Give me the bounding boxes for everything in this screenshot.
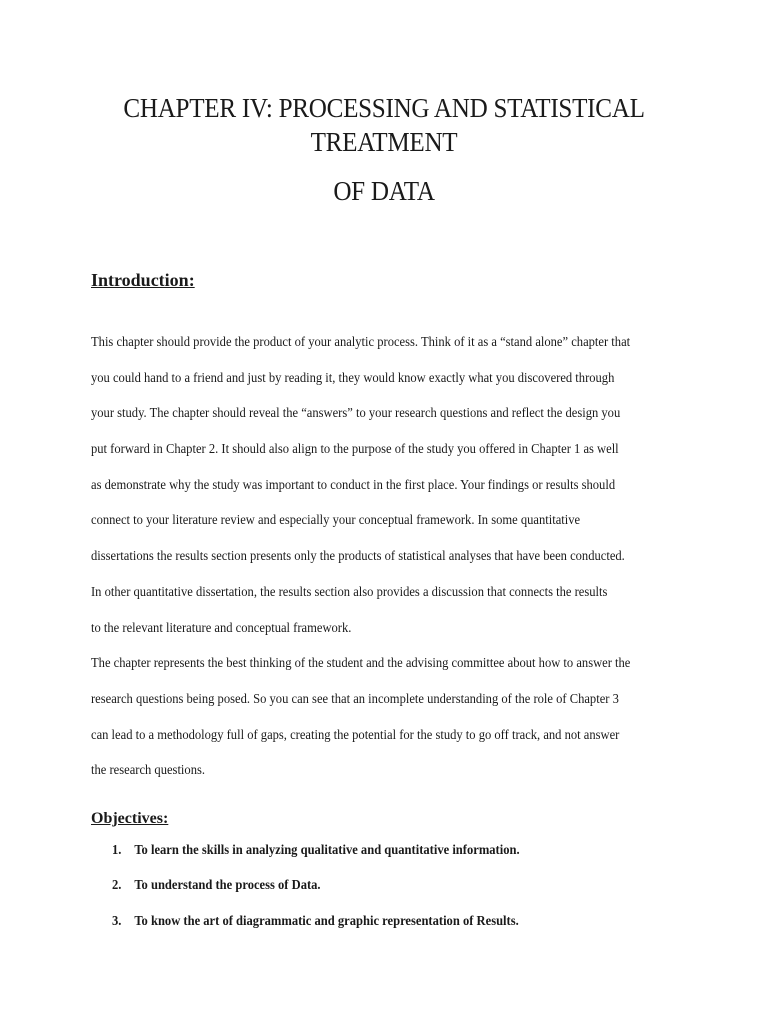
objective-number: 1. [112,842,122,857]
chapter-title-line-2: TREATMENT [310,127,458,157]
intro-paragraph-line: This chapter should provide the product of your analytic process. Think of it as a “stand alone” chapter that [91,334,631,349]
introduction-heading: Introduction: [91,270,195,290]
intro-paragraph-line: can lead to a methodology full of gaps, creating the potential for the study to go off track, and not answer [91,727,620,742]
chapter-title-line-1: CHAPTER IV: PROCESSING AND STATISTICAL [123,93,645,123]
intro-paragraph-line: you could hand to a friend and just by reading it, they would know exactly what you discovered through [91,370,615,385]
objective-number: 2. [112,877,122,892]
objective-text: To know the art of diagrammatic and graphic representation of Results. [134,913,519,928]
objective-text: To understand the process of Data. [134,877,321,892]
intro-paragraph-line: connect to your literature review and especially your conceptual framework. In some quantitative [91,512,581,527]
intro-paragraph-line: the research questions. [91,762,206,777]
objective-item [112,877,321,893]
intro-paragraph-line: to the relevant literature and conceptual framework. [91,620,352,635]
intro-paragraph-line: In other quantitative dissertation, the results section also provides a discussion that connects the results [91,584,608,599]
intro-paragraph-line: put forward in Chapter 2. It should also align to the purpose of the study you offered in Chapter 1 as well [91,441,619,456]
objective-text: To learn the skills in analyzing qualitative and quantitative information. [134,842,520,857]
intro-paragraph-line: your study. The chapter should reveal the “answers” to your research questions and reflect the design you [91,405,621,420]
objective-item [112,842,520,858]
objectives-heading: Objectives: [91,810,169,827]
chapter-title-line-3: OF DATA [333,176,435,206]
intro-paragraph-line: dissertations the results section presents only the products of statistical analyses that have been conducted. [91,548,625,563]
intro-paragraph-line: as demonstrate why the study was important to conduct in the first place. Your findings or results should [91,477,616,492]
intro-paragraph-line: The chapter represents the best thinking of the student and the advising committee about how to answer the [91,655,631,670]
objective-number: 3. [112,913,122,928]
objective-item [112,913,519,929]
intro-paragraph-line: research questions being posed. So you can see that an incomplete understanding of the role of Chapter 3 [91,691,619,706]
